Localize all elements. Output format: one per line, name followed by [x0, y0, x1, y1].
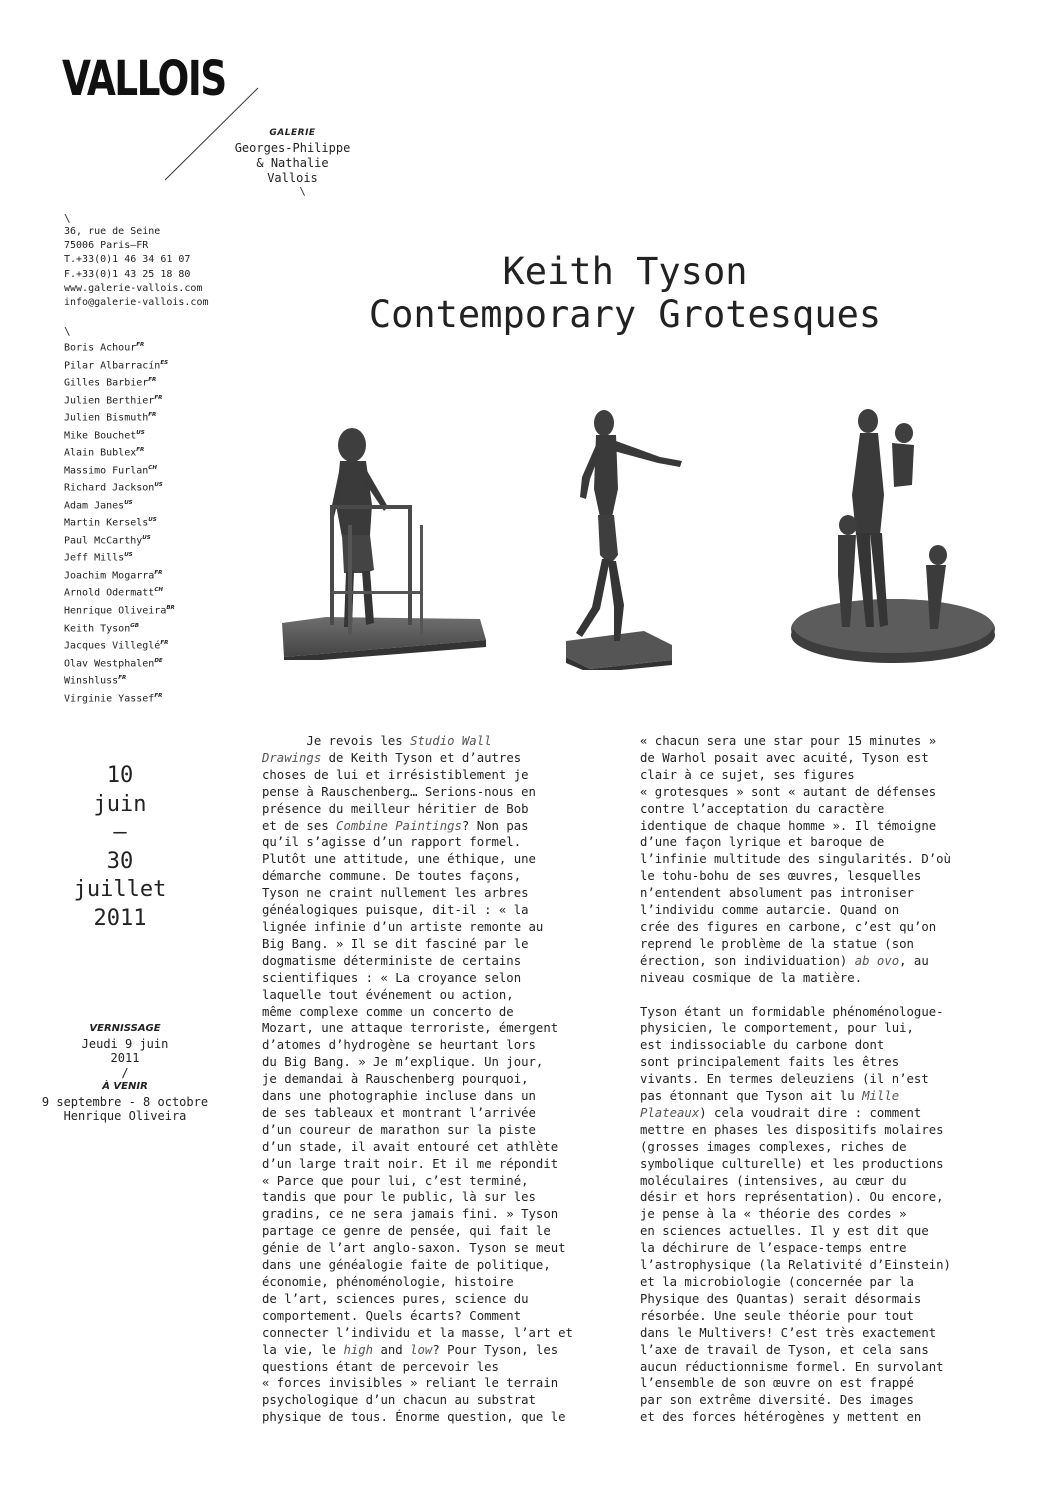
end-day: 30	[106, 848, 134, 874]
body-text-segment: démarche commune. De toutes façons,	[262, 869, 522, 884]
artist-country-code: FR	[160, 640, 169, 647]
body-text-segment: Big Bang. » Il se dit fasciné par le	[262, 936, 529, 951]
artist-country-code: FR	[148, 412, 157, 419]
body-text-segment: Physique des Quantas) serait désormais	[640, 1291, 922, 1306]
body-text-line	[262, 1291, 573, 1308]
body-text-segment: partage ce genre de pensée, qui fait le	[262, 1224, 551, 1239]
body-text-line	[262, 1004, 573, 1021]
artist-name: Julien Bismuth	[64, 412, 149, 424]
body-text-segment: du Big Bang. » Je m’explique. Un jour,	[262, 1055, 544, 1070]
artist-list-item[interactable]	[64, 619, 175, 637]
body-text-line	[640, 1291, 951, 1308]
body-text-line	[262, 733, 573, 750]
body-text-line	[640, 1071, 951, 1088]
body-text-segment: ? Non pas	[461, 818, 529, 833]
body-text-line	[262, 1037, 573, 1054]
galerie-line-2: & Nathalie	[256, 156, 329, 170]
artist-name: Henrique Oliveira	[64, 605, 167, 617]
body-text-line	[262, 1274, 573, 1291]
body-text-segment: and	[373, 1342, 411, 1357]
body-text-segment: économie, phénoménologie, histoire	[262, 1275, 514, 1289]
body-text-column-2	[640, 733, 951, 1426]
artist-list-item[interactable]	[64, 513, 175, 531]
body-text-italic: Drawings	[262, 750, 322, 765]
artist-name: Arnold Odermatt	[64, 587, 155, 599]
galerie-label: GALERIE	[269, 128, 316, 138]
address-street: 36, rue de Seine	[64, 226, 161, 237]
artist-name: Virginie Yassef	[64, 692, 155, 704]
body-text-segment: de ses tableaux et montrant l’arrivée	[262, 1105, 536, 1120]
artist-country-code: FR	[154, 692, 163, 699]
artist-list-item[interactable]	[64, 461, 175, 479]
body-text-line	[262, 1206, 573, 1223]
body-text-segment: scientifiques : « La croyance selon	[262, 970, 522, 985]
body-text-line	[640, 767, 951, 784]
body-text-segment: et la microbiologie (concernée par la	[640, 1275, 914, 1289]
body-text-segment: Tyson ne craint nullement les arbres	[262, 886, 529, 901]
body-text-segment: tandis que pour le public, là sur les	[262, 1190, 536, 1205]
body-text-line	[262, 1308, 573, 1325]
artist-list-item[interactable]	[64, 636, 175, 654]
artist-list-item[interactable]	[64, 566, 175, 584]
body-text-line	[262, 784, 573, 801]
body-text-line	[640, 1020, 951, 1037]
artist-country-code: FR	[154, 394, 163, 401]
body-text-segment: présence du meilleur héritier de Bob	[262, 801, 529, 816]
body-text-segment: de Warhol posait avec acuité, Tyson est	[640, 750, 929, 765]
body-text-line	[640, 1088, 951, 1105]
body-text-segment: crée des figures en carbone, c’est qu’on	[640, 919, 937, 934]
body-text-line	[640, 987, 951, 1004]
body-text-segment: érection, son individuation)	[640, 953, 855, 968]
body-text-line	[640, 784, 951, 801]
artist-country-code: GB	[130, 622, 139, 629]
address-phone: T.+33(0)1 46 34 61 07	[64, 254, 191, 266]
body-text-segment: psychologique d’un chacun au substrat	[262, 1393, 536, 1408]
separator-backslash: \	[64, 325, 71, 338]
body-text-line	[262, 767, 573, 784]
artist-country-code: FR	[136, 447, 145, 454]
artist-list-item[interactable]	[64, 338, 175, 356]
artist-name: Martin Kersels	[64, 517, 149, 529]
body-text-italic: ab ovo	[854, 953, 900, 968]
title-artist: Keith Tyson	[502, 250, 748, 293]
body-text-line	[262, 970, 573, 987]
exhibition-title	[300, 250, 950, 336]
artist-list	[64, 326, 175, 706]
artist-country-code: US	[124, 552, 133, 559]
artist-list-item[interactable]	[64, 356, 175, 374]
body-text-segment: lignée infinie d’un artiste remonte au	[262, 919, 544, 934]
body-text-segment: dogmatisme déterministe de certains	[262, 953, 522, 968]
body-text-segment: l’axe de travail de Tyson, et cela sans	[640, 1342, 929, 1357]
body-text-line	[640, 868, 951, 885]
artist-list-item[interactable]	[64, 426, 175, 444]
artist-country-code: FR	[154, 569, 163, 576]
artist-list-item[interactable]	[64, 478, 175, 496]
exhibition-dates	[40, 762, 200, 933]
body-text-line	[640, 1105, 951, 1122]
body-text-segment: « forces invisibles » reliant le terrain	[262, 1376, 559, 1391]
body-text-line	[262, 1189, 573, 1206]
body-text-segment: la déchirure de l’espace-temps entre	[640, 1241, 907, 1256]
address-block	[64, 213, 209, 310]
vernissage-label: VERNISSAGE	[89, 1023, 161, 1034]
body-text-segment: identique de chaque homme ». Il témoigne	[640, 818, 937, 833]
body-text-line	[640, 834, 951, 851]
artist-list-item[interactable]	[64, 601, 175, 619]
body-text-segment: questions étant de percevoir les	[262, 1359, 499, 1374]
address-fax: F.+33(0)1 43 25 18 80	[64, 268, 191, 280]
body-text-line	[262, 1375, 573, 1392]
body-text-segment: mettre en phases les dispositifs molaires	[640, 1122, 944, 1137]
body-text-segment: et de ses	[262, 818, 337, 833]
body-text-column-1	[262, 733, 573, 1426]
body-text-line	[262, 801, 573, 818]
body-text-line	[640, 1206, 951, 1223]
body-text-segment: résorbée. Une seule théorie pour tout	[640, 1308, 914, 1323]
body-text-segment: d’un coureur de marathon sur la piste	[262, 1122, 536, 1137]
body-text-line	[640, 750, 951, 767]
artist-list-item[interactable]	[64, 531, 175, 549]
a-venir-dates: 9 septembre - 8 octobre	[41, 1094, 209, 1109]
gallery-name-block	[215, 126, 370, 198]
artist-list-item[interactable]	[64, 689, 175, 707]
body-text-line	[262, 1240, 573, 1257]
artist-list-item[interactable]	[64, 654, 175, 672]
body-text-segment: même complexe comme un concerto de	[262, 1004, 514, 1019]
date-dash: —	[113, 820, 127, 845]
vernissage-slash: /	[121, 1065, 129, 1080]
body-text-line	[262, 1088, 573, 1105]
artist-list-item[interactable]	[64, 443, 175, 461]
separator-backslash: \	[64, 212, 71, 225]
artist-list-item[interactable]	[64, 548, 175, 566]
body-text-segment: le tohu-bohu de ses œuvres, lesquelles	[640, 869, 922, 884]
body-text-line	[640, 851, 951, 868]
body-text-line	[640, 1223, 951, 1240]
sculpture-skeletal-figure-image	[560, 405, 700, 670]
body-text-segment	[640, 988, 647, 1002]
sculpture-mother-children-image	[788, 395, 998, 665]
galerie-line-1: Georges-Philippe	[234, 141, 351, 155]
body-text-segment: l’ensemble de son œuvre on est frappé	[640, 1376, 914, 1391]
body-text-line	[262, 1105, 573, 1122]
artist-name: Jeff Mills	[64, 552, 125, 564]
artist-country-code: CH	[148, 464, 157, 471]
artist-country-code: US	[142, 534, 151, 541]
artist-country-code: US	[124, 499, 133, 506]
body-text-line	[262, 1020, 573, 1037]
artist-name: Massimo Furlan	[64, 465, 149, 477]
body-text-italic: low	[410, 1342, 433, 1357]
body-text-line	[262, 919, 573, 936]
body-text-segment: (grosses images complexes, riches de	[640, 1139, 907, 1154]
body-text-segment: ) cela voudrait dire : comment	[699, 1105, 922, 1120]
body-text-segment: d’un stade, il avait entouré cet athlète	[262, 1139, 559, 1154]
body-text-line	[262, 1139, 573, 1156]
body-text-segment: qu’il s’agisse d’un rapport formel.	[262, 835, 522, 850]
body-text-segment: Tyson étant un formidable phénoménologue-	[640, 1004, 944, 1019]
artist-country-code: DE	[154, 657, 163, 664]
body-text-line	[640, 1139, 951, 1156]
body-text-segment: dans une généalogie faite de politique,	[262, 1258, 551, 1273]
start-day: 10	[106, 763, 134, 788]
artist-name: Julien Berthier	[64, 394, 155, 406]
body-text-italic: high	[343, 1342, 374, 1357]
body-text-segment: « chacun sera une star pour 15 minutes »	[640, 734, 937, 748]
artist-country-code: US	[136, 429, 145, 436]
body-text-line	[262, 1409, 573, 1426]
address-website-link[interactable]: www.galerie-vallois.com	[64, 282, 203, 294]
body-text-line	[262, 1342, 573, 1359]
body-text-line	[640, 1240, 951, 1257]
end-month: juillet	[73, 877, 167, 902]
vernissage-year: 2011	[110, 1051, 140, 1065]
artist-country-code: BR	[166, 604, 175, 611]
body-text-line	[262, 851, 573, 868]
body-text-line	[262, 818, 573, 835]
body-text-line	[262, 1257, 573, 1274]
artist-country-code: FR	[148, 377, 157, 384]
body-text-segment: est indissociable du carbone dont	[640, 1038, 885, 1053]
body-text-line	[640, 1274, 951, 1291]
body-text-segment: clair à ce sujet, ses figures	[640, 767, 855, 782]
artist-name: Paul McCarthy	[64, 535, 143, 547]
body-text-line	[262, 953, 573, 970]
body-text-segment: l’astrophysique (la Relativité d’Einstein)	[640, 1258, 951, 1273]
body-text-line	[640, 1392, 951, 1409]
a-venir-label: À VENIR	[102, 1081, 148, 1092]
body-text-line	[262, 834, 573, 851]
body-text-line	[640, 801, 951, 818]
body-text-line	[262, 1054, 573, 1071]
artist-list-item[interactable]	[64, 583, 175, 601]
body-text-italic: Mille	[862, 1089, 900, 1104]
title-exhibition: Contemporary Grotesques	[368, 293, 882, 336]
artist-name: Gilles Barbier	[64, 377, 149, 389]
gallery-logo: VALLOIS	[62, 51, 226, 107]
body-text-segment: d’un large trait noir. Et il me répondit	[262, 1156, 559, 1171]
body-text-segment: sont principalement faits les êtres	[640, 1055, 900, 1070]
artist-country-code: ES	[160, 359, 169, 366]
body-text-line	[640, 1037, 951, 1054]
body-text-italic: Combine Paintings	[336, 818, 462, 833]
artist-country-code: CH	[154, 587, 163, 594]
artist-list-item[interactable]	[64, 496, 175, 514]
body-text-segment: comportement. Quels écarts? Comment	[262, 1308, 522, 1323]
start-month: juin	[93, 791, 147, 817]
body-text-line	[262, 987, 573, 1004]
artist-name: Boris Achour	[64, 342, 137, 354]
body-text-segment: Plutôt une attitude, une éthique, une	[262, 852, 536, 867]
body-text-line	[640, 1359, 951, 1376]
body-text-line	[262, 1122, 573, 1139]
body-text-segment: pas étonnant que Tyson ait lu	[640, 1089, 863, 1104]
body-text-segment: connecter l’individu et la masse, l’art et	[262, 1325, 573, 1340]
body-text-line	[262, 1392, 573, 1409]
address-city: 75006 Paris—FR	[64, 240, 149, 252]
address-email-link[interactable]: info@galerie-vallois.com	[64, 297, 209, 309]
body-text-segment: de l’art, sciences pures, science du	[262, 1291, 529, 1306]
body-text-segment: de Keith Tyson et d’autres	[321, 750, 522, 765]
body-text-segment: je demandai à Rauschenberg pourquoi,	[262, 1072, 529, 1087]
body-text-line	[640, 1325, 951, 1342]
artist-list-item[interactable]	[64, 373, 175, 391]
artist-name: Alain Bublex	[64, 447, 137, 459]
separator-backslash: \	[299, 185, 306, 198]
body-text-line	[640, 1257, 951, 1274]
sculpture-walker-image	[270, 395, 500, 660]
body-text-line	[640, 1409, 951, 1426]
body-text-segment: généalogiques puisque, dit-il : « la	[262, 903, 529, 918]
vernissage-block	[25, 1022, 225, 1124]
body-text-line	[640, 902, 951, 919]
body-text-line	[640, 1004, 951, 1021]
body-text-segment: « grotesques » sont « autant de défenses	[640, 784, 937, 799]
body-text-line	[262, 1173, 573, 1190]
body-text-line	[640, 1189, 951, 1206]
body-text-segment: vivants. En termes deleuziens (il n’est	[640, 1072, 929, 1087]
body-text-segment: « Parce que pour lui, c’est terminé,	[262, 1173, 529, 1188]
body-text-line	[640, 1173, 951, 1190]
body-text-segment: d’une façon lyrique et baroque de	[640, 835, 885, 850]
body-text-line	[640, 1156, 951, 1173]
body-text-line	[262, 1156, 573, 1173]
artist-list-item[interactable]	[64, 671, 175, 689]
body-text-line	[640, 1122, 951, 1139]
body-text-segment: laquelle tout événement ou action,	[262, 987, 514, 1002]
a-venir-artist: Henrique Oliveira	[63, 1109, 187, 1123]
body-text-italic: Studio Wall	[410, 734, 492, 748]
artist-name: Joachim Mogarra	[64, 570, 155, 582]
artist-name: Richard Jackson	[64, 482, 155, 494]
body-text-line	[640, 1054, 951, 1071]
artist-country-code: FR	[118, 675, 127, 682]
body-text-segment: pense à Rauschenberg… Serions-nous en	[262, 784, 536, 799]
artist-country-code: FR	[136, 342, 145, 348]
artist-name: Pilar Albarracín	[64, 359, 161, 371]
body-text-line	[262, 936, 573, 953]
body-text-segment: l’infinie multitude des singularités. D’où	[640, 852, 951, 867]
body-text-segment: niveau cosmique de la matière.	[640, 970, 863, 985]
body-text-line	[640, 733, 951, 750]
body-text-line	[640, 953, 951, 970]
body-text-segment: aucun réductionnisme formel. En survolant	[640, 1359, 944, 1374]
artist-name: Adam Janes	[64, 500, 125, 512]
artist-name: Keith Tyson	[64, 622, 131, 634]
artist-name: Jacques Villeglé	[64, 640, 161, 652]
body-text-line	[262, 885, 573, 902]
galerie-line-3: Vallois	[267, 171, 318, 185]
artist-list-item[interactable]	[64, 391, 175, 409]
artist-name: Mike Bouchet	[64, 429, 137, 441]
body-text-segment: et des forces hétérogènes y mettent en	[640, 1410, 922, 1425]
body-text-segment: reprend le problème de la statue (son	[640, 936, 914, 951]
body-text-segment: , au	[899, 953, 929, 968]
body-text-segment: dans le Multivers! C’est très exactement	[640, 1325, 937, 1340]
body-text-segment: moléculaires (intensives, au cœur du	[640, 1173, 907, 1188]
body-text-line	[640, 1308, 951, 1325]
body-text-line	[640, 970, 951, 987]
body-text-line	[262, 1325, 573, 1342]
body-text-line	[262, 902, 573, 919]
body-text-segment: désir et hors représentation). Ou encore,	[640, 1190, 944, 1205]
artist-name: Winshluss	[64, 675, 119, 687]
body-text-line	[262, 750, 573, 767]
body-text-segment: d’atomes d’hydrogène se heurtant lors	[262, 1038, 536, 1053]
artist-list-item[interactable]	[64, 408, 175, 426]
artist-country-code: US	[148, 517, 157, 524]
artist-country-code: US	[154, 482, 163, 489]
body-text-line	[262, 868, 573, 885]
body-text-segment: symbolique culturelle) et les productions	[640, 1156, 944, 1171]
date-year: 2011	[93, 905, 147, 931]
body-text-segment: l’individu comme autarcie. Quand on	[640, 903, 900, 918]
body-text-segment: contre l’acceptation du caractère	[640, 801, 885, 816]
body-text-segment: dans une photographie incluse dans un	[262, 1089, 536, 1104]
body-text-line	[262, 1359, 573, 1376]
body-text-line	[640, 1342, 951, 1359]
artist-name: Olav Westphalen	[64, 657, 155, 669]
body-text-segment: je pense à la « théorie des cordes »	[640, 1207, 907, 1222]
body-text-segment: la vie, le	[262, 1342, 344, 1357]
body-text-segment: ? Pour Tyson, les	[432, 1342, 559, 1357]
body-text-segment: gradins, ce ne sera jamais fini. » Tyson	[262, 1207, 559, 1222]
body-text-segment: Je revois les	[262, 734, 411, 748]
body-text-line	[640, 919, 951, 936]
body-text-line	[640, 936, 951, 953]
body-text-italic: Plateaux	[640, 1105, 700, 1120]
body-text-line	[262, 1071, 573, 1088]
body-text-segment: Mozart, une attaque terroriste, émergent	[262, 1021, 559, 1036]
body-text-segment: par son extrême diversité. Des images	[640, 1393, 914, 1408]
body-text-segment: physique de tous. Énorme question, que le	[262, 1410, 566, 1425]
body-text-line	[640, 885, 951, 902]
body-text-segment: génie de l’art anglo-saxon. Tyson se meut	[262, 1241, 566, 1256]
body-text-line	[262, 1223, 573, 1240]
body-text-segment: choses de lui et irrésistiblement je	[262, 767, 529, 782]
body-text-line	[640, 1375, 951, 1392]
body-text-segment: n’entendent absolument pas introniser	[640, 886, 914, 901]
vernissage-date: Jeudi 9 juin	[81, 1036, 169, 1051]
body-text-segment: en sciences actuelles. Il y est dit que	[640, 1224, 929, 1239]
body-text-segment: physicien, le comportement, pour lui,	[640, 1021, 914, 1036]
body-text-line	[640, 818, 951, 835]
